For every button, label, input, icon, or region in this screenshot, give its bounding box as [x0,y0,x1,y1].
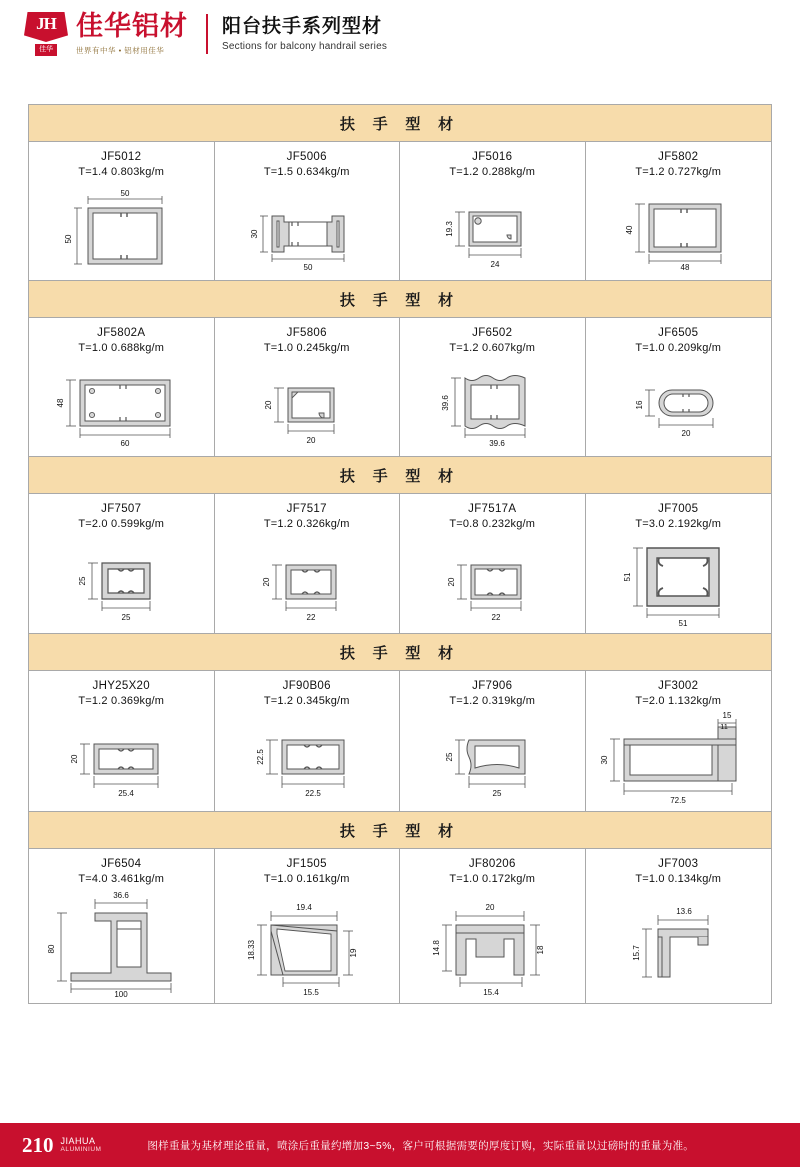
footer-brand [0,1133,101,1158]
profile-code: JF7906 [472,680,513,692]
svg-text:20: 20 [70,754,80,764]
profile-figure [590,356,768,450]
svg-text:20: 20 [447,577,457,586]
table-row [29,849,771,1003]
profile-spec: T=1.0 0.161kg/m [263,873,350,885]
svg-text:30: 30 [600,755,610,765]
profile-code: JF5006 [286,151,327,163]
svg-text:39.6: 39.6 [489,439,506,448]
profile-figure [404,887,581,997]
profile-spec: T=1.5 0.634kg/m [263,166,350,178]
profile-cell[interactable] [29,849,215,1003]
profile-code: JF6504 [101,858,142,870]
profile-figure [219,887,396,997]
profile-figure [404,532,581,627]
header-divider [206,14,208,54]
profile-spec: T=1.2 0.607kg/m [449,342,536,354]
page-title: 阳台扶手系列型材 [222,15,383,37]
profile-figure [219,356,396,450]
brand-slogan: 世界有中华 • 铝材用佳华 [76,45,165,55]
profile-figure [590,532,768,627]
svg-text:51: 51 [623,572,633,582]
profile-cell[interactable] [29,318,215,456]
profile-code: JF7507 [101,503,142,515]
svg-text:72.5: 72.5 [670,796,687,805]
profile-cell[interactable] [215,142,401,280]
svg-text:18: 18 [536,945,546,955]
profile-spec: T=1.0 0.688kg/m [78,342,165,354]
profile-code: JF5016 [472,151,513,163]
svg-text:40: 40 [625,225,635,235]
profile-spec: T=0.8 0.232kg/m [449,518,536,530]
profile-code: JF5806 [286,327,327,339]
profile-figure [33,709,210,805]
svg-text:25: 25 [445,752,455,762]
profile-cell[interactable] [29,494,215,633]
profile-cell[interactable] [29,671,215,811]
profile-figure [219,180,396,274]
page-footer [0,1123,800,1167]
profile-cell[interactable] [586,494,772,633]
profile-spec: T=1.4 0.803kg/m [78,166,165,178]
svg-text:48: 48 [680,263,690,272]
profile-spec: T=4.0 3.461kg/m [78,873,165,885]
svg-text:30: 30 [249,229,259,239]
profile-figure [219,532,396,627]
profile-code: JF6505 [658,327,699,339]
svg-text:16: 16 [635,400,645,410]
profile-cell[interactable] [400,318,586,456]
svg-text:50: 50 [64,234,74,244]
profile-code: JF90B06 [282,680,331,692]
footer-brand-line2: ALUMINIUM [60,1146,102,1154]
profile-figure [33,532,210,627]
profile-spec: T=1.2 0.345kg/m [263,695,350,707]
profile-cell[interactable] [400,142,586,280]
profile-code: JF1505 [286,858,327,870]
svg-text:51: 51 [678,619,688,627]
profile-cell[interactable] [215,318,401,456]
footer-note: 图样重量为基材理论重量，喷涂后重量约增加3~5%，客户可根据需要的厚度订购，实际重量以过磅时的重量为准。 [147,1139,695,1152]
svg-text:15.7: 15.7 [632,945,642,961]
svg-text:11: 11 [720,722,729,731]
table-row [29,318,771,457]
section-band: 扶 手 型 材 [29,634,771,671]
svg-text:100: 100 [114,990,128,997]
profile-table [28,104,772,1004]
profile-code: JF7005 [658,503,699,515]
profile-code: JHY25X20 [92,680,150,692]
profile-figure [33,887,210,997]
footer-brand-line1: JIAHUA [60,1136,96,1147]
logo-shield-icon [24,12,68,56]
profile-figure [33,356,210,450]
profile-spec: T=2.0 0.599kg/m [78,518,165,530]
profile-cell[interactable] [400,849,586,1003]
profile-cell[interactable] [400,494,586,633]
section-band: 扶 手 型 材 [29,105,771,142]
svg-text:50: 50 [303,263,313,272]
profile-figure [219,709,396,805]
profile-figure [404,356,581,450]
profile-code: JF7517 [286,503,327,515]
table-row [29,142,771,281]
svg-text:20: 20 [485,903,495,912]
profile-cell[interactable] [586,318,772,456]
svg-text:13.6: 13.6 [676,907,693,916]
svg-text:80: 80 [47,944,57,954]
profile-figure [590,180,768,274]
profile-figure [404,709,581,805]
profile-spec: T=1.0 0.245kg/m [263,342,350,354]
profile-spec: T=1.2 0.326kg/m [263,518,350,530]
profile-spec: T=3.0 2.192kg/m [635,518,722,530]
svg-text:20: 20 [261,577,271,586]
logo-badge: 佳华 [35,44,57,56]
profile-code: JF5802 [658,151,699,163]
profile-code: JF3002 [658,680,699,692]
svg-text:22.5: 22.5 [304,789,321,798]
profile-spec: T=1.0 0.209kg/m [635,342,722,354]
profile-figure [404,180,581,274]
svg-text:50: 50 [120,189,130,198]
svg-text:25: 25 [78,576,88,585]
table-row [29,671,771,812]
svg-text:15.5: 15.5 [302,988,319,997]
profile-cell[interactable] [215,671,401,811]
profile-cell[interactable] [215,849,401,1003]
logo-letters: JH [36,14,56,33]
svg-text:15.4: 15.4 [483,988,500,997]
section-band: 扶 手 型 材 [29,281,771,318]
svg-text:22: 22 [491,612,501,622]
profile-cell[interactable] [215,494,401,633]
svg-text:60: 60 [120,439,130,448]
svg-text:22: 22 [306,612,316,622]
svg-text:36.6: 36.6 [113,891,130,900]
profile-figure [590,709,768,805]
profile-spec: T=2.0 1.132kg/m [635,695,722,707]
profile-code: JF5802A [97,327,146,339]
svg-text:15: 15 [722,711,732,720]
profile-cell[interactable] [586,849,772,1003]
svg-text:18.33: 18.33 [246,939,256,961]
svg-text:20: 20 [681,429,691,438]
profile-code: JF6502 [472,327,513,339]
logo [24,12,202,56]
svg-text:20: 20 [306,436,316,445]
profile-code: JF80206 [468,858,516,870]
profile-cell[interactable] [400,671,586,811]
profile-spec: T=1.0 0.134kg/m [635,873,722,885]
svg-text:20: 20 [263,400,273,410]
svg-text:24: 24 [490,260,500,269]
svg-text:39.6: 39.6 [441,395,451,411]
profile-code: JF7003 [658,858,699,870]
page-number: 210 [22,1132,54,1157]
svg-text:19.4: 19.4 [295,903,312,912]
profile-figure [590,887,768,997]
svg-text:25: 25 [121,612,131,622]
profile-spec: T=1.2 0.727kg/m [635,166,722,178]
svg-text:14.8: 14.8 [432,940,442,956]
profile-cell[interactable] [586,671,772,811]
profile-cell[interactable] [586,142,772,280]
svg-text:25: 25 [492,789,502,798]
profile-code: JF5012 [101,151,142,163]
profile-spec: T=1.2 0.288kg/m [449,166,536,178]
svg-text:19.3: 19.3 [445,221,455,237]
page-header [0,0,800,62]
profile-figure [33,180,210,274]
profile-spec: T=1.0 0.172kg/m [449,873,536,885]
profile-cell[interactable] [29,142,215,280]
section-band: 扶 手 型 材 [29,457,771,494]
table-row [29,494,771,634]
section-band: 扶 手 型 材 [29,812,771,849]
svg-text:25.4: 25.4 [118,789,135,798]
brand-name: 佳华铝材 [76,10,188,41]
svg-text:22.5: 22.5 [255,749,265,765]
svg-text:48: 48 [56,398,66,408]
profile-spec: T=1.2 0.369kg/m [78,695,165,707]
profile-spec: T=1.2 0.319kg/m [449,695,536,707]
page-subtitle: Sections for balcony handrail series [222,41,388,53]
svg-text:19: 19 [348,948,358,958]
profile-code: JF7517A [468,503,517,515]
